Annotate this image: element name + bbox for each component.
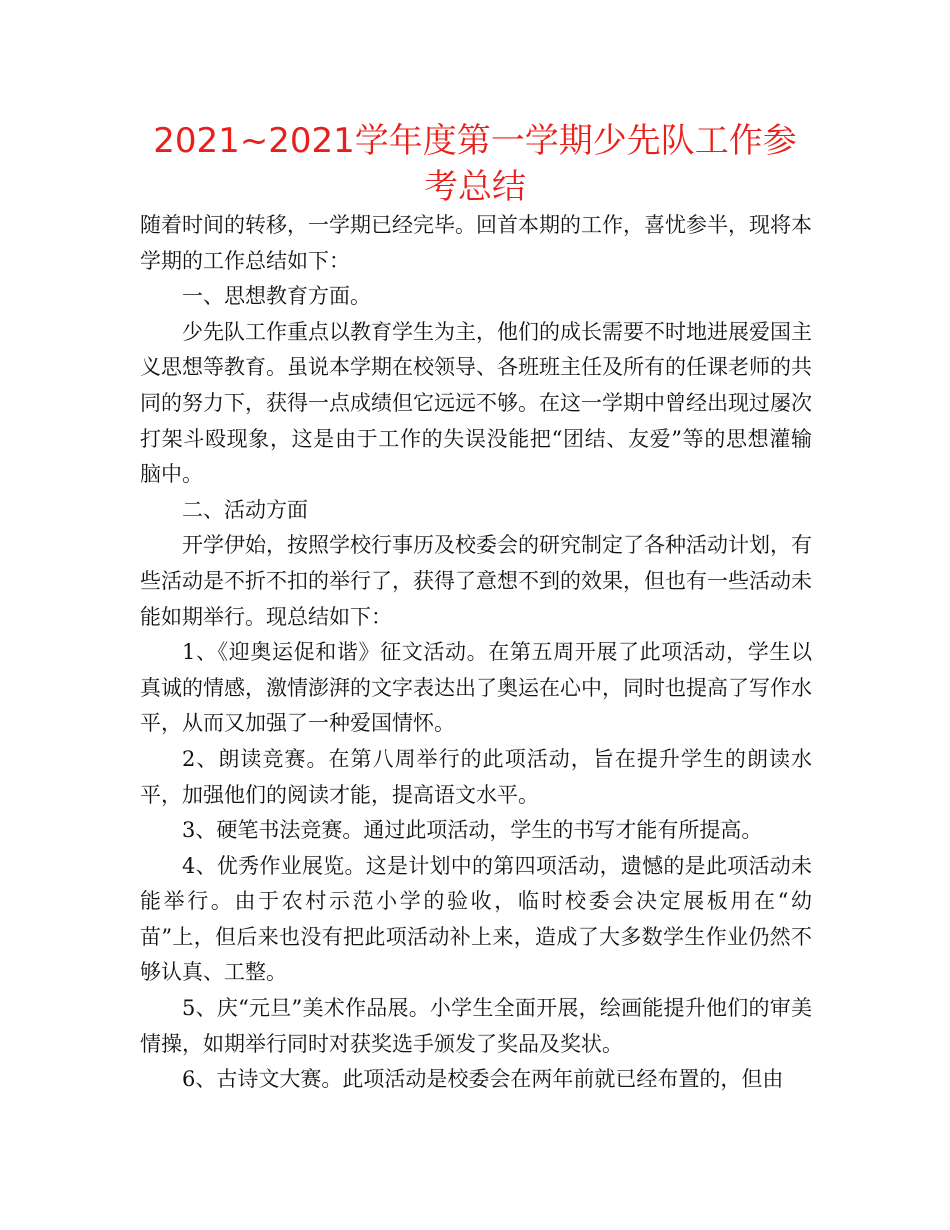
document-body — [140, 208, 812, 1098]
list-item-reading-contest: 2、朗读竞赛。在第八周举行的此项活动，旨在提升学生的朗读水平，加强他们的阅读才能，提高语文水平。 — [140, 746, 812, 807]
list-item-homework-exhibition: 4、优秀作业展览。这是计划中的第四项活动，遗憾的是此项活动未能举行。由于农村示范小学的验收，临时校委会决定展板用在“幼苗”上，但后来也没有把此项活动补上来，造成了大多数学生作业仍然不够认真、工整。 — [140, 853, 812, 985]
paragraph-intro: 随着时间的转移，一学期已经完毕。回首本期的工作，喜忧参半，现将本学期的工作总结如下： — [140, 213, 812, 273]
list-item-poetry-contest: 6、古诗文大赛。此项活动是校委会在两年前就已经布置的，但由 — [182, 1067, 784, 1092]
paragraph-ideology: 少先队工作重点以教育学生为主，他们的成长需要不时地进展爱国主义思想等教育。虽说本学期在校领导、各班班主任及所有的任课老师的共同的努力下，获得一点成绩但它远远不够。在这一学期中曾经出现过屡次打架斗殴现象，这是由于工作的失误没能把“团结、友爱”等的思想灌输脑中。 — [140, 319, 812, 487]
document-title: 2021~2021学年度第一学期少先队工作参考总结 — [153, 121, 797, 207]
section-heading-ideology: 一、思想教育方面。 — [182, 284, 371, 309]
list-item-essay-contest: 1、《迎奥运促和谐》征文活动。在第五周开展了此项活动，学生以真诚的情感，激情澎湃的文字表达出了奥运在心中，同时也提高了写作水平，从而又加强了一种爱国情怀。 — [140, 640, 812, 736]
list-item-calligraphy-contest: 3、硬笔书法竞赛。通过此项活动，学生的书写才能有所提高。 — [182, 818, 763, 843]
list-item-art-exhibition: 5、庆“元旦”美术作品展。小学生全面开展，绘画能提升他们的审美情操，如期举行同时对获奖选手颁发了奖品及奖状。 — [140, 996, 812, 1056]
section-heading-activities: 二、活动方面 — [182, 497, 308, 522]
paragraph-activities-intro: 开学伊始，按照学校行事历及校委会的研究制定了各种活动计划，有些活动是不折不扣的举行了，获得了意想不到的效果，但也有一些活动未能如期举行。现总结如下： — [140, 533, 812, 629]
